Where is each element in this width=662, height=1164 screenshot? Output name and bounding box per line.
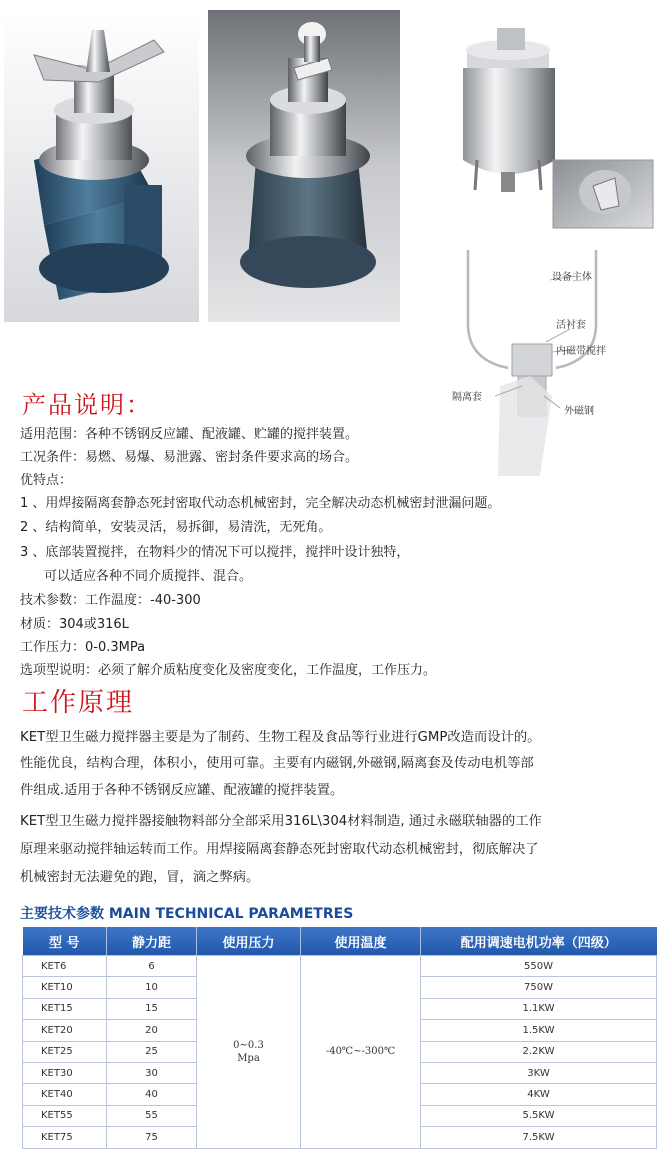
working-principle-title: 工作原理 [22, 688, 135, 718]
cell-power: 750W [421, 977, 657, 998]
product-photo-gray-motor [208, 10, 400, 322]
cell-torque: 55 [107, 1105, 197, 1126]
cell-power: 4KW [421, 1084, 657, 1105]
header-torque: 静力距 [107, 927, 197, 956]
parameters-title: 主要技术参数 MAIN TECHNICAL PARAMETRES [20, 906, 354, 922]
product-description-title: 产品说明： [22, 391, 152, 419]
cell-model: KET75 [23, 1127, 107, 1148]
product-line: 可以适应各种不同介质搅拌、混合。 [44, 569, 253, 584]
product-photo-blue-motor [4, 10, 199, 322]
parameters-table [22, 927, 657, 1149]
diagram-label-body: 设备主体 [552, 272, 592, 283]
cell-torque: 75 [107, 1127, 197, 1148]
product-line: 工作压力：0-0.3MPa [20, 640, 146, 655]
table-header-row [23, 927, 657, 956]
diagram-label-isolation: 隔离套 [452, 392, 482, 403]
product-line: 适用范围：各种不锈钢反应罐、配液罐、贮罐的搅拌装置。 [20, 427, 359, 442]
cell-power: 2.2KW [421, 1041, 657, 1062]
cell-model: KET25 [23, 1041, 107, 1062]
table-row [23, 956, 657, 977]
cell-power: 550W [421, 956, 657, 977]
cell-torque: 15 [107, 998, 197, 1019]
cell-torque: 10 [107, 977, 197, 998]
product-line: 材质：304或316L [20, 617, 129, 632]
diagram-label-outer: 外磁钢 [564, 406, 594, 417]
principle-line: KET型卫生磁力搅拌器接触物料部分全部采用316L\304材料制造, 通过永磁联轴器的工作 [20, 814, 542, 829]
diagram-label-inner: 内磁带搅拌 [556, 346, 606, 357]
cell-pressure [197, 956, 301, 1149]
cell-power: 1.5KW [421, 1020, 657, 1041]
principle-line: 性能优良，结构合理，体积小，使用可靠。主要有内磁钢,外磁钢,隔离套及传动电机等部 [20, 756, 534, 771]
tank-photo [405, 10, 657, 232]
product-line: 3 、底部装置搅拌，在物料少的情况下可以搅拌，搅拌叶设计独特， [20, 545, 410, 560]
cell-power: 3KW [421, 1062, 657, 1083]
cell-model: KET10 [23, 977, 107, 998]
header-model: 型 号 [23, 927, 107, 956]
cell-model: KET15 [23, 998, 107, 1019]
cell-torque: 25 [107, 1041, 197, 1062]
product-line: 优特点： [20, 473, 73, 488]
product-line: 技术参数：工作温度：-40-300 [20, 593, 201, 608]
cell-power: 5.5KW [421, 1105, 657, 1126]
header-temperature: 使用温度 [301, 927, 421, 956]
cell-model: KET40 [23, 1084, 107, 1105]
product-line: 选项型说明：必须了解介质粘度变化及密度变化，工作温度，工作压力。 [20, 663, 437, 678]
pressure-range: 0~0.3 [233, 1039, 264, 1051]
cell-torque: 20 [107, 1020, 197, 1041]
cell-model: KET20 [23, 1020, 107, 1041]
cell-model: KET30 [23, 1062, 107, 1083]
principle-line: 件组成.适用于各种不锈钢反应罐、配液罐的搅拌装置。 [20, 783, 344, 798]
header-motor-power: 配用调速电机功率（四级） [421, 927, 657, 956]
product-line: 1 、用焊接隔离套静态死封密取代动态机械密封，完全解决动态机械密封泄漏问题。 [20, 496, 501, 511]
cell-model: KET6 [23, 956, 107, 977]
structure-diagram [440, 246, 658, 496]
principle-line: KET型卫生磁力搅拌器主要是为了制药、生物工程及食品等行业进行GMP改造而设计的。 [20, 730, 541, 745]
cell-torque: 6 [107, 956, 197, 977]
product-line: 工况条件：易燃、易爆、易泄露、密封条件要求高的场合。 [20, 450, 359, 465]
header-pressure: 使用压力 [197, 927, 301, 956]
cell-torque: 30 [107, 1062, 197, 1083]
principle-line: 原理来驱动搅拌轴运转而工作。用焊接隔离套静态死封密取代动态机械密封，彻底解决了 [20, 842, 539, 857]
cell-temperature: -40℃~-300℃ [301, 956, 421, 1149]
cell-power: 1.1KW [421, 998, 657, 1019]
diagram-label-sleeve: 活衬套 [556, 320, 586, 331]
pressure-unit: Mpa [237, 1052, 260, 1064]
product-line: 2 、结构简单，安装灵活，易拆御，易清洗，无死角。 [20, 520, 332, 535]
cell-torque: 40 [107, 1084, 197, 1105]
principle-line: 机械密封无法避免的跑，冒，滴之弊病。 [20, 870, 260, 885]
cell-model: KET55 [23, 1105, 107, 1126]
cell-power: 7.5KW [421, 1127, 657, 1148]
